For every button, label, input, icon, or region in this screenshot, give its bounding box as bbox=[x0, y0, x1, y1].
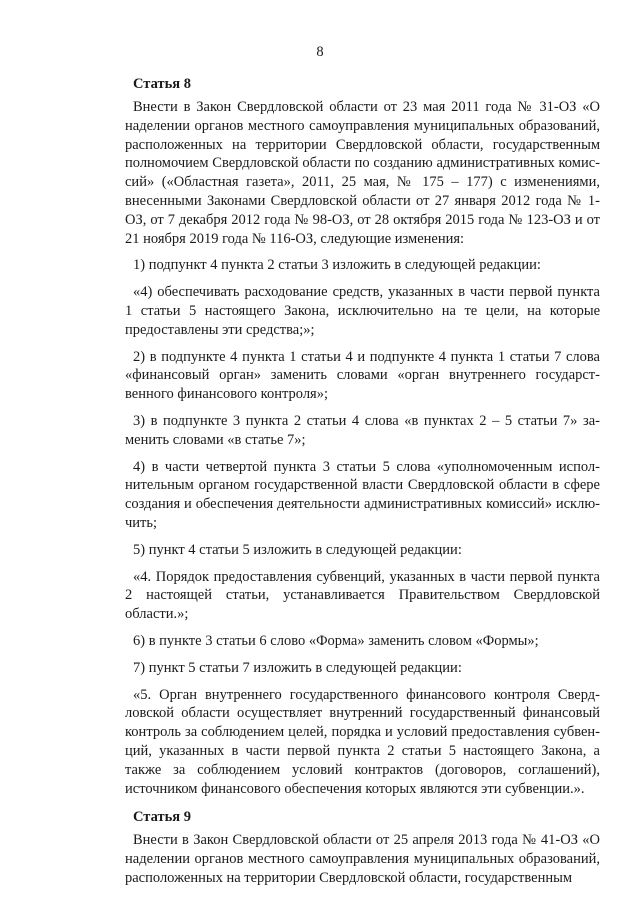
article-8-item-1-text: «4) обеспечивать расходование средств, указанных в части первой пункта 1 статьи 5 настоящего Закона, исключительно на те цели, на которые предоставлены эти средства;»; bbox=[125, 284, 600, 338]
article-8-item-3: 3) в подпункте 3 пункта 2 статьи 4 слова «в пунктах 2 – 5 статьи 7» заменить словами «в статье 7»; bbox=[125, 412, 600, 448]
article-9-intro: Внести в Закон Свердловской области от 25 апреля 2013 года № 41-ОЗ «О наделении органов местного самоуправления муниципальных образований, расположенных на территории Свердловской области, государственным bbox=[125, 832, 600, 886]
article-8-item-2: 2) в подпункте 4 пункта 1 статьи 4 и подпункте 4 пункта 1 статьи 7 слова «финансовый орган» заменить словами «орган внутреннего государственного финансового контроля»; bbox=[125, 348, 600, 403]
article-8-item-1: 1) подпункт 4 пункта 2 статьи 3 изложить в следующей редакции: bbox=[133, 257, 541, 274]
page-number: 8 bbox=[316, 44, 324, 60]
article-8-item-4: 4) в части четвертой пункта 3 статьи 5 слова «уполномоченным исполнительным органом государственной власти Свердловской области в сфере создания и обеспечения деятельности административных комиссий» исключить; bbox=[125, 458, 600, 531]
article-8-item-7: 7) пункт 5 статьи 7 изложить в следующей редакции: bbox=[133, 659, 462, 676]
article-9-heading: Статья 9 bbox=[133, 809, 191, 826]
article-8-heading: Статья 8 bbox=[133, 76, 191, 92]
article-8-item-5-text: «4. Порядок предоставления субвенций, указанных в части первой пункта 2 настоящей статьи, устанавливается Правительством Свердловской области.»; bbox=[125, 568, 600, 623]
article-8-item-6: 6) в пункте 3 статьи 6 слово «Форма» заменить словом «Формы»; bbox=[133, 632, 539, 649]
article-8-intro: Внести в Закон Свердловской области от 23 мая 2011 года № 31-ОЗ «О наделении органов местного самоуправления муниципальных образований, расположенных на территории Свердловской области, государственным полномочием Свердловской области по созданию административных комиссий» («Областная газета», 2011, 25 мая, № 175 – 177) с изменениями, внесенными Законами Свердловской области от 27 января 2012 года № 1-ОЗ, от 7 декабря 2012 года № 98-ОЗ, от 28 октября 2015 года № 123-ОЗ и от 21 ноября 2019 года № 116-ОЗ, следующие изменения: bbox=[125, 99, 600, 247]
article-8-item-5: 5) пункт 4 статьи 5 изложить в следующей редакции: bbox=[133, 541, 462, 558]
article-8-item-7-text: «5. Орган внутреннего государственного финансового контроля Свердловской области осуществляет внутренний государственный финансовый контроль за соблюдением целей, порядка и условий предоставления субвенций, указанных в части первой пункта 2 статьи 5 настоящего Закона, а также за соблюдением условий контрактов (договоров, соглашений), источником финансового обеспечения которых являются эти субвенции.». bbox=[125, 686, 600, 797]
